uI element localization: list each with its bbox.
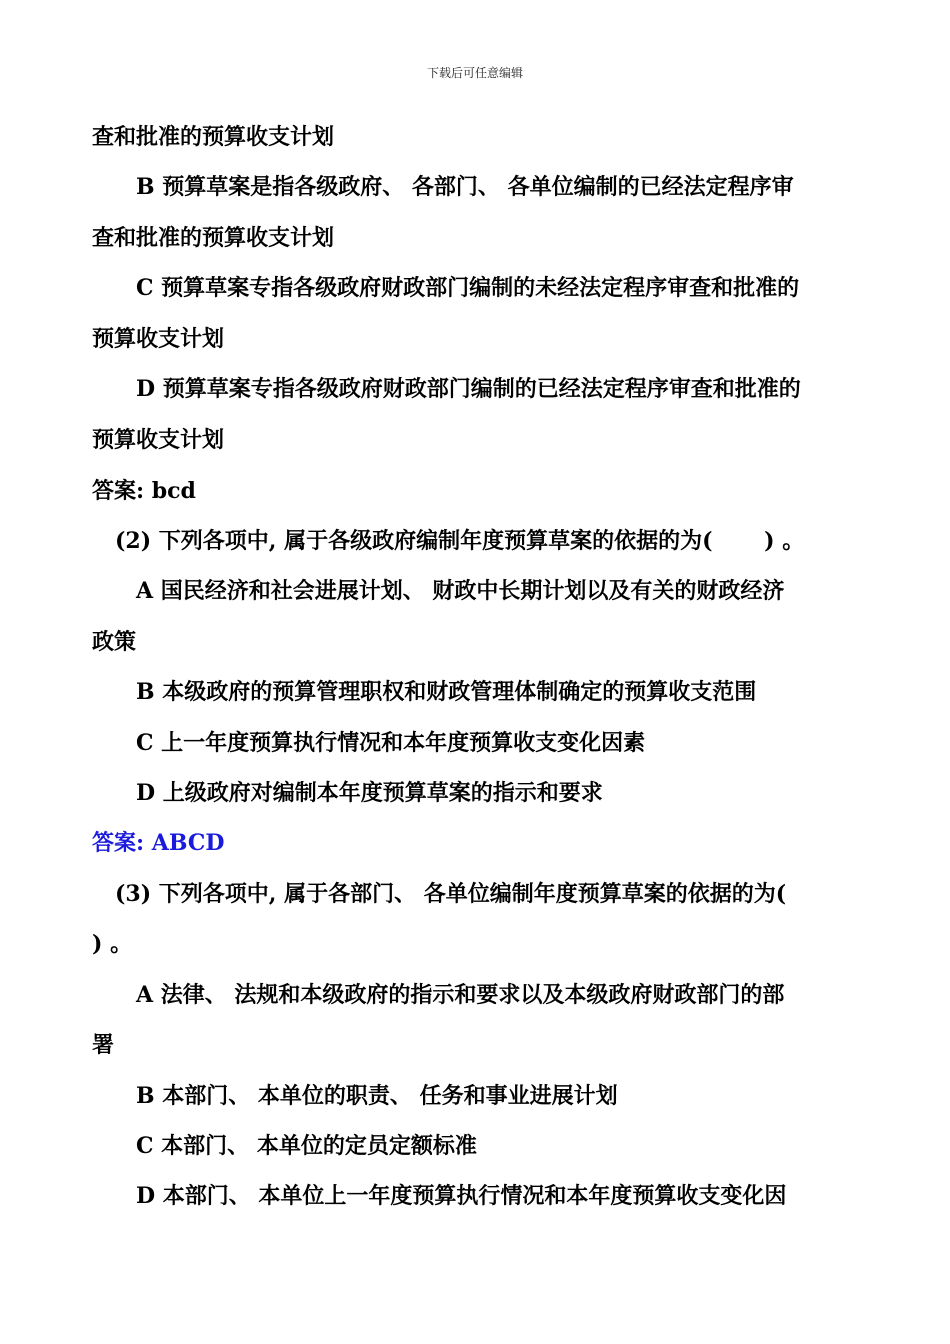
option-c-line: C 预算草案专指各级政府财政部门编制的未经法定程序审查和批准的 [136,275,800,301]
text-line: 预算收支计划 [92,427,225,453]
text-line: ) 。 [92,931,133,957]
question-3: (3) 下列各项中, 属于各部门、 各单位编制年度预算草案的依据的为( [115,881,787,907]
option-d-line: D 上级政府对编制本年度预算草案的指示和要求 [136,780,603,806]
option-a-line: A 法律、 法规和本级政府的指示和要求以及本级政府财政部门的部 [136,982,785,1008]
option-b-line: B 本部门、 本单位的职责、 任务和事业进展计划 [136,1083,618,1109]
text-line: 政策 [92,629,137,655]
text-line: 查和批准的预算收支计划 [92,225,335,251]
option-c-line: C 上一年度预算执行情况和本年度预算收支变化因素 [136,730,646,756]
text-line: 查和批准的预算收支计划 [92,124,335,150]
text-line: 署 [92,1032,115,1058]
answer-line: 答案: ABCD [92,830,225,856]
page-header: 下载后可任意编辑 [426,66,523,80]
option-b-line: B 预算草案是指各级政府、 各部门、 各单位编制的已经法定程序审 [136,174,794,200]
option-b-line: B 本级政府的预算管理职权和财政管理体制确定的预算收支范围 [136,679,757,705]
text-line: 预算收支计划 [92,326,225,352]
question-2: (2) 下列各项中, 属于各级政府编制年度预算草案的依据的为( ) 。 [115,528,805,554]
option-a-line: A 国民经济和社会进展计划、 财政中长期计划以及有关的财政经济 [136,578,785,604]
answer-line: 答案: bcd [92,478,196,504]
option-d-line: D 预算草案专指各级政府财政部门编制的已经法定程序审查和批准的 [136,376,801,402]
option-c-line: C 本部门、 本单位的定员定额标准 [136,1133,477,1159]
option-d-line: D 本部门、 本单位上一年度预算执行情况和本年度预算收支变化因 [136,1183,787,1209]
